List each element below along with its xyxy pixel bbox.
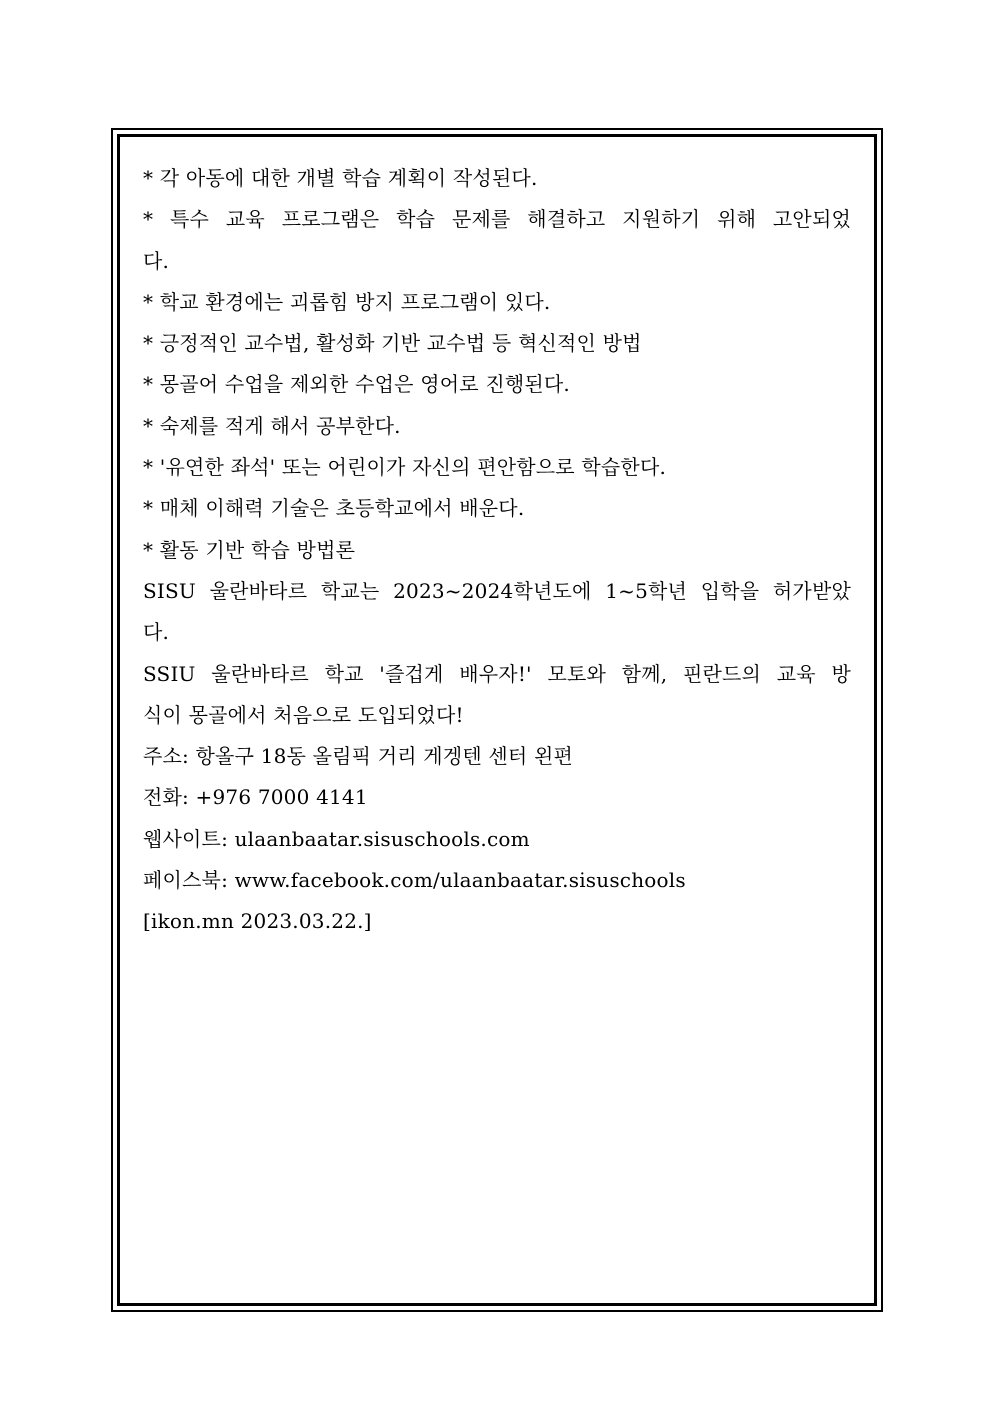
bullet-item: * 특수 교육 프로그램은 학습 문제를 해결하고 지원하기 위해 고안되었 [143,207,851,232]
source-citation: [ikon.mn 2023.03.22.] [143,909,372,934]
bullet-item: * '유연한 좌석' 또는 어린이가 자신의 편안함으로 학습한다. [143,455,667,480]
contact-facebook: 페이스북: www.facebook.com/ulaanbaatar.sisuschools [143,868,686,893]
bullet-item: * 각 아동에 대한 개별 학습 계획이 작성된다. [143,166,538,190]
bullet-item-continuation: 다. [143,248,170,273]
paragraph-line: SISU 울란바타르 학교는 2023~2024학년도에 1~5학년 입학을 허가받았 [143,578,851,603]
bullet-item: * 활동 기반 학습 방법론 [143,537,356,562]
bullet-item: * 긍정적인 교수법, 활성화 기반 교수법 등 혁신적인 방법 [143,331,642,356]
document-body [143,158,851,943]
contact-address: 주소: 항올구 18동 올림픽 거리 게겡텐 센터 왼편 [143,744,574,769]
paragraph-line: SSIU 울란바타르 학교 '즐겁게 배우자!' 모토와 함께, 핀란드의 교육 방 [143,661,851,686]
bullet-item: * 매체 이해력 기술은 초등학교에서 배운다. [143,496,525,521]
bullet-item: * 숙제를 적게 해서 공부한다. [143,413,401,438]
contact-website: 웹사이트: ulaanbaatar.sisuschools.com [143,826,530,851]
paragraph-line: 다. [143,620,170,645]
bullet-item: * 학교 환경에는 괴롭힘 방지 프로그램이 있다. [143,289,551,314]
bullet-item: * 몽골어 수업을 제외한 수업은 영어로 진행된다. [143,372,570,397]
paragraph-line: 식이 몽골에서 처음으로 도입되었다! [143,702,464,727]
contact-phone: 전화: +976 7000 4141 [143,785,368,810]
